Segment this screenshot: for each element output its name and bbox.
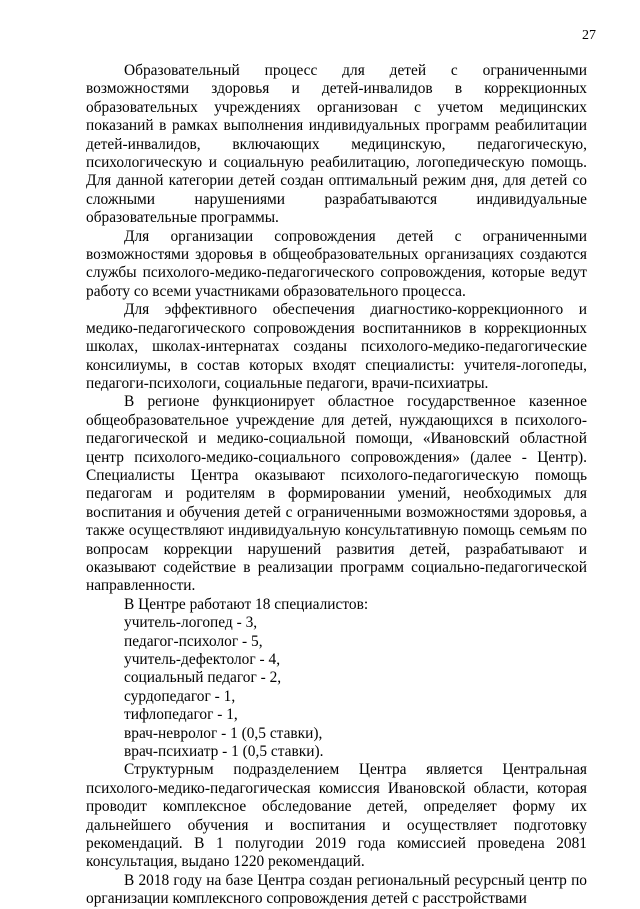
paragraph-specialists-intro: В Центре работают 18 специалистов: [124,595,369,613]
document-body [86,62,587,909]
list-item: тифлопедагог - 1, [124,706,238,724]
paragraph-support-services: Для организации сопровождения детей с ограниченными возможностями здоровья в общеобразовательных организациях создаются службы психолого-медико-педагогического сопровождения, которые ведут работу со всеми участниками образовательного процесса. [86,227,587,300]
list-item: педагог-психолог - 5, [124,632,263,650]
list-item: сурдопедагог - 1, [124,687,236,705]
paragraph-commission: Структурным подразделением Центра является Центральная психолого-медико-педагогическая комиссия Ивановской области, которая проводит комплексное обследование детей, определяет форму их дальнейшего обучения и воспитания и осуществляет подготовку рекомендаций. В 1 полугодии 2019 года комиссией проведена 2081 консультация, выдано 1220 рекомендаций. [86,761,587,871]
page-number: 27 [582,28,596,43]
paragraph-resource-center: В 2018 году на базе Центра создан региональный ресурсный центр по организации комплексного сопровождения детей с расстройствами [86,871,587,908]
list-item: учитель-дефектолог - 4, [124,651,281,668]
paragraph-regional-center: В регионе функционирует областное государственное казенное общеобразовательное учреждение для детей, нуждающихся в психолого-педагогической и медико-социальной помощи, «Ивановский областной центр психолого-медико-социального сопровождения» (далее - Центр). Специалисты Центра оказывают психолого-педагогическую помощь педагогам и родителям в формировании умений, необходимых для воспитания и обучения детей с ограниченными возможностями здоровья, а также осуществляют индивидуальную консультативную помощь семьям по вопросам коррекции нарушений развития детей, разрабатывают и оказывают содействие в реализации программ социально-педагогической направленности. [86,393,587,595]
list-item: врач-невролог - 1 (0,5 ставки), [124,724,323,742]
paragraph-educational-process: Образовательный процесс для детей с ограниченными возможностями здоровья и детей-инвалидов в коррекционных образовательных учреждениях организован с учетом медицинских показаний в рамках выполнения индивидуальных программ реабилитации детей-инвалидов, включающих медицинскую, педагогическую, психологическую и социальную реабилитацию, логопедическую помощь. Для данной категории детей создан оптимальный режим дня, для детей со сложными нарушениями разрабатываются индивидуальные образовательные программы. [86,62,587,227]
paragraph-consiliums: Для эффективного обеспечения диагностико-коррекционного и медико-педагогического сопровождения воспитанников в коррекционных школах, школах-интернатах созданы психолого-медико-педагогические консилиумы, в состав которых входят специалисты: учителя-логопеды, педагоги-психологи, социальные педагоги, врачи-психиатры. [86,301,587,392]
list-item: социальный педагог - 2, [124,669,282,687]
specialists-list [86,614,587,761]
list-item: учитель-логопед - 3, [124,614,258,632]
list-item: врач-психиатр - 1 (0,5 ставки). [124,743,324,761]
